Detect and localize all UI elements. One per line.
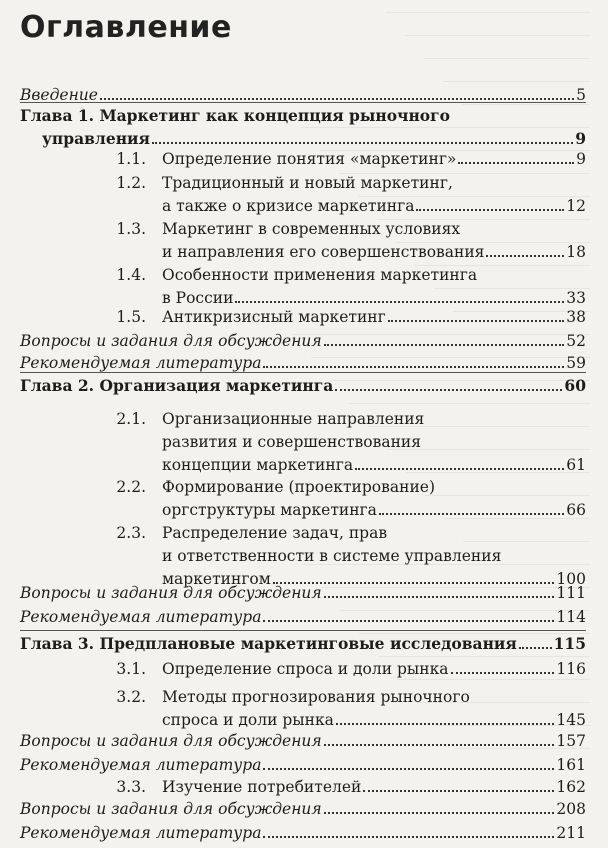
toc-page-number: 211 [556,824,586,842]
toc-page-number: 157 [556,732,586,750]
toc-entry[interactable] [20,822,586,845]
toc-entry-title: Маркетинг в современных условиях [162,220,461,238]
toc-entry-title: Глава 1. Маркетинг как концепция рыночного [20,106,450,125]
dot-leader [235,301,564,303]
dot-leader [335,389,562,391]
toc-entry-title: а также о кризисе маркетинга [162,197,415,215]
toc-page-number: 18 [566,243,586,261]
toc-entry[interactable] [20,798,586,821]
toc-entry[interactable] [20,104,586,150]
toc-entry-title: Рекомендуемая литература [20,608,262,626]
dot-leader [451,672,555,674]
dot-leader [336,723,555,725]
toc-entry[interactable] [20,374,586,397]
toc-page-number: 115 [553,634,586,653]
toc-entry[interactable] [20,776,586,799]
toc-entry-title: Введение [20,86,98,104]
toc-entry-title: Традиционный и новый маркетинг, [162,174,453,192]
toc-entry[interactable] [20,306,586,329]
toc-page-number: 208 [556,800,586,818]
toc-entry-title: Глава 2. Организация маркетинга [20,376,334,395]
toc-entry[interactable] [20,408,586,477]
toc-page-number: 100 [556,570,586,588]
toc-page-number: 52 [566,332,586,350]
toc-entry-title: и ответственности в системе управления [162,547,502,565]
section-number: 1.5. [116,308,146,326]
toc-entry-title: спроса и доли рынка [162,711,334,729]
chapter-separator [20,630,586,631]
dot-leader [263,620,554,622]
toc-entry-title: Рекомендуемая литература [20,824,262,842]
section-number: 3.3. [116,778,146,796]
toc-entry-title: концепции маркетинга [162,456,354,474]
toc-entry-title: Антикризисный маркетинг [162,308,386,326]
toc-entry[interactable] [20,632,586,655]
section-number: 1.2. [116,174,146,192]
dot-leader [355,468,564,470]
toc-entry[interactable] [20,658,586,681]
section-number: 1.1. [116,150,146,168]
toc-entry-title: Определение понятия «маркетинг» [162,150,457,168]
toc-entry-title: в России [162,289,234,307]
section-number: 1.3. [116,220,146,238]
toc-entry-title: Вопросы и задания для обсуждения [20,584,322,602]
toc-page-number: 161 [556,756,586,774]
toc-entry-title: и направления его совершенствования [162,243,485,261]
toc-entry[interactable] [20,686,586,732]
toc-page-number: 66 [566,501,586,519]
dot-leader [458,162,574,164]
toc-entry[interactable] [20,330,586,353]
page-title: Оглавление [20,10,232,45]
dot-leader [263,366,564,368]
toc-entry[interactable] [20,606,586,629]
toc-entry-title: оргструктуры маркетинга [162,501,377,519]
toc-entry-title: управления [42,129,151,148]
dot-leader [100,98,574,100]
toc-entry-title: Рекомендуемая литература [20,354,262,372]
toc-page-number: 33 [566,289,586,307]
section-number: 3.1. [116,660,146,678]
toc-entry-title: развития и совершенствования [162,433,422,451]
toc-page-number: 116 [556,660,586,678]
toc-entry-title: Формирование (проектирование) [162,478,435,496]
dot-leader [152,142,573,144]
toc-entry-title: Рекомендуемая литература [20,756,262,774]
toc-entry[interactable] [20,476,586,522]
table-of-contents-page [20,0,586,848]
toc-entry-title: Определение спроса и доли рынка [162,660,449,678]
dot-leader [486,255,564,257]
toc-entry-title: Вопросы и задания для обсуждения [20,800,322,818]
toc-entry-title: Вопросы и задания для обсуждения [20,732,322,750]
toc-entry-title: Особенности применения маркетинга [162,266,478,284]
toc-entry[interactable] [20,172,586,218]
dot-leader [263,836,554,838]
toc-entry[interactable] [20,730,586,753]
dot-leader [324,344,565,346]
toc-page-number: 114 [556,608,586,626]
toc-entry[interactable] [20,754,586,777]
toc-page-number: 38 [566,308,586,326]
toc-page-number: 59 [566,354,586,372]
toc-entry-title: Методы прогнозирования рыночного [162,688,470,706]
toc-page-number: 111 [556,584,586,602]
dot-leader [363,790,554,792]
section-number: 3.2. [116,688,146,706]
toc-entry[interactable] [20,218,586,264]
toc-entry-title: Распределение задач, прав [162,524,388,542]
toc-page-number: 9 [575,129,586,148]
toc-page-number: 5 [576,86,586,104]
toc-entry[interactable] [20,148,586,171]
section-number: 2.2. [116,478,146,496]
section-number: 1.4. [116,266,146,284]
toc-entry-title: маркетингом [162,570,271,588]
toc-page-number: 162 [556,778,586,796]
dot-leader [416,209,564,211]
toc-page-number: 60 [564,376,586,395]
toc-entry-title: Изучение потребителей [162,778,362,796]
toc-page-number: 61 [566,456,586,474]
dot-leader [388,320,565,322]
toc-page-number: 145 [556,711,586,729]
dot-leader [263,768,554,770]
dot-leader [324,812,555,814]
toc-entry[interactable] [20,352,586,375]
section-number: 2.1. [116,410,146,428]
toc-entry[interactable] [20,522,586,591]
toc-entry-title: Организационные направления [162,410,425,428]
dot-leader [379,513,564,515]
dot-leader [324,744,555,746]
toc-entry-title: Глава 3. Предплановые маркетинговые исследования [20,634,517,653]
section-number: 2.3. [116,524,146,542]
toc-page-number: 9 [576,150,586,168]
dot-leader [324,596,555,598]
dot-leader [519,647,552,649]
toc-page-number: 12 [566,197,586,215]
toc-entry[interactable] [20,264,586,310]
toc-entry[interactable] [20,582,586,605]
toc-entry-title: Вопросы и задания для обсуждения [20,332,322,350]
